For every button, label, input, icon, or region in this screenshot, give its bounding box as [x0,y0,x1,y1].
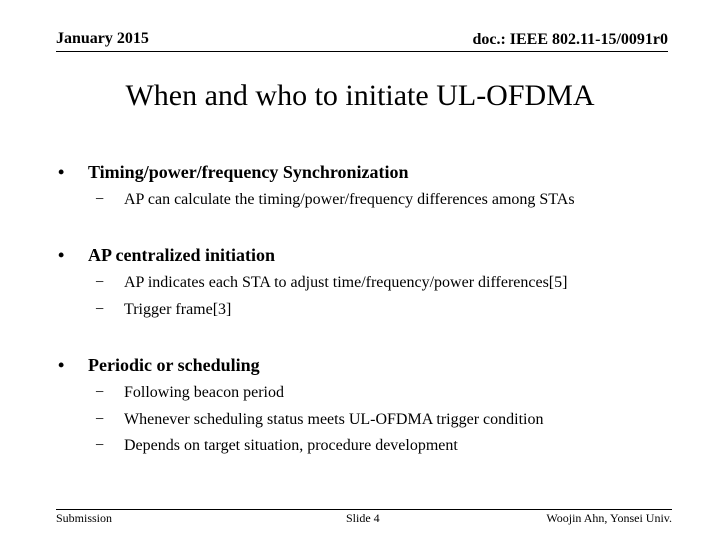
bullet-text: Periodic or scheduling [88,355,260,375]
bullet-centralized [58,245,275,266]
sub-item-text: Following beacon period [124,384,284,401]
header-date: January 2015 [56,30,149,47]
bullet-sync [58,162,409,183]
bullet-text: Timing/power/frequency Synchronization [88,162,409,182]
bullet-dot-icon: • [58,162,65,182]
dash-icon: − [95,411,105,428]
dash-icon: − [95,437,105,454]
footer-rule [56,509,672,510]
sub-item-text: AP indicates each STA to adjust time/frequency/power differences[5] [124,274,568,291]
dash-icon: − [95,191,105,208]
bullet-periodic [58,355,260,376]
footer-slide-number: Slide 4 [346,511,380,525]
slide-title: When and who to initiate UL-OFDMA [125,79,595,112]
header-rule [56,51,668,52]
sub-item-sync-1 [95,191,575,209]
dash-icon: − [95,301,105,318]
sub-item-text: Trigger frame[3] [124,301,232,318]
sub-item-text: AP can calculate the timing/power/frequency differences among STAs [124,191,575,208]
dash-icon: − [95,384,105,401]
bullet-text: AP centralized initiation [88,245,275,265]
sub-item-centralized-2 [95,301,231,319]
dash-icon: − [95,274,105,291]
footer-author: Woojin Ahn, Yonsei Univ. [546,511,672,525]
bullet-dot-icon: • [58,355,65,375]
sub-item-periodic-2 [95,411,543,429]
sub-item-periodic-3 [95,437,458,455]
sub-item-periodic-1 [95,384,284,402]
sub-item-text: Depends on target situation, procedure development [124,437,458,454]
footer-submission: Submission [56,511,113,525]
sub-item-text: Whenever scheduling status meets UL-OFDMA trigger condition [124,411,544,428]
bullet-dot-icon: • [58,245,65,265]
header-doc-id: doc.: IEEE 802.11-15/0091r0 [472,31,668,48]
sub-item-centralized-1 [95,274,567,292]
